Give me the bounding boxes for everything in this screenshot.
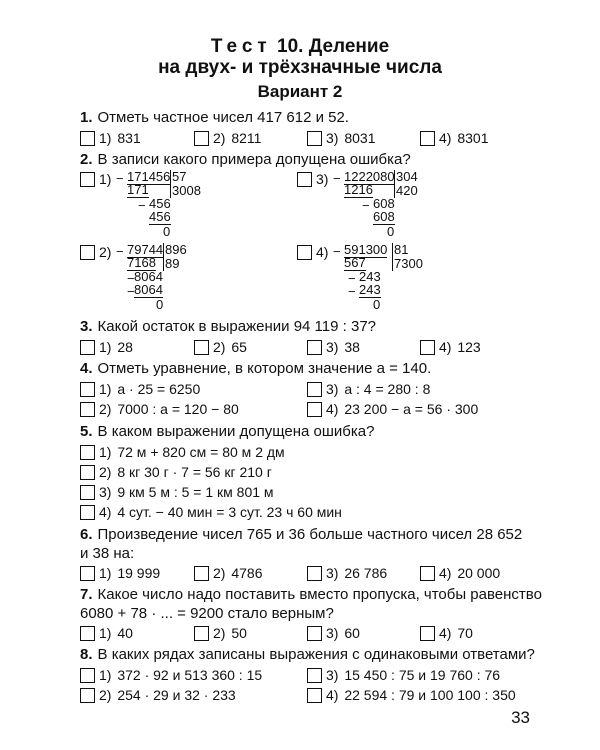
q2-option-1[interactable]: 1) <box>80 170 113 188</box>
checkbox[interactable] <box>80 566 95 581</box>
checkbox[interactable] <box>80 465 95 480</box>
q2-option-3[interactable]: 3) <box>297 170 330 188</box>
checkbox[interactable] <box>420 340 435 355</box>
checkbox[interactable] <box>80 172 95 187</box>
question-6-continued: и 38 на: <box>80 545 135 562</box>
q7-option-2[interactable]: 2) 50 <box>194 624 247 642</box>
q2-option-2[interactable]: 2) <box>80 243 113 261</box>
checkbox[interactable] <box>307 566 322 581</box>
q3-option-3[interactable]: 3) 38 <box>307 338 360 356</box>
checkbox[interactable] <box>194 340 209 355</box>
checkbox[interactable] <box>194 131 209 146</box>
question-2: 2. В записи какого примера допущена ошибка? <box>80 151 411 168</box>
q6-option-4[interactable]: 4) 20 000 <box>420 564 500 582</box>
question-7-continued: 6080 + 78 · ... = 9200 стало верным? <box>80 605 334 622</box>
checkbox[interactable] <box>420 131 435 146</box>
checkbox[interactable] <box>80 131 95 146</box>
q4-option-4[interactable]: 4) 23 200 − a = 56 · 300 <box>307 400 478 418</box>
checkbox[interactable] <box>307 402 322 417</box>
checkbox[interactable] <box>80 402 95 417</box>
question-4: 4. Отметь уравнение, в котором значение a = 140. <box>80 360 432 377</box>
q5-option-1[interactable]: 1) 72 м + 820 см = 80 м 2 дм <box>80 443 285 461</box>
checkbox[interactable] <box>307 340 322 355</box>
q5-option-2[interactable]: 2) 8 кг 30 г · 7 = 56 кг 210 г <box>80 463 272 481</box>
question-3: 3. Какой остаток в выражении 94 119 : 37? <box>80 318 376 335</box>
checkbox[interactable] <box>297 245 312 260</box>
test-subtitle: на двух- и трёхзначные числа <box>158 57 442 78</box>
checkbox[interactable] <box>420 626 435 641</box>
q4-option-1[interactable]: 1) a · 25 = 6250 <box>80 380 200 398</box>
checkbox[interactable] <box>307 382 322 397</box>
q3-option-1[interactable]: 1) 28 <box>80 338 133 356</box>
q7-option-1[interactable]: 1) 40 <box>80 624 133 642</box>
long-division-2: − 79744 896 7168 89 − 8064 − 8064 0 <box>116 242 187 312</box>
variant-label: Вариант 2 <box>257 82 343 101</box>
q7-option-3[interactable]: 3) 60 <box>307 624 360 642</box>
q5-option-3[interactable]: 3) 9 км 5 м : 5 = 1 км 801 м <box>80 483 274 501</box>
q1-option-4[interactable]: 4) 8301 <box>420 129 489 147</box>
checkbox[interactable] <box>420 566 435 581</box>
q8-option-4[interactable]: 4) 22 594 : 79 и 100 100 : 350 <box>307 686 516 704</box>
checkbox[interactable] <box>80 668 95 683</box>
question-6: 6. Произведение чисел 765 и 36 больше частного чисел 28 652 <box>80 526 523 543</box>
question-8: 8. В каких рядах записаны выражения с одинаковыми ответами? <box>80 646 535 663</box>
q8-option-1[interactable]: 1) 372 · 92 и 513 360 : 15 <box>80 666 262 684</box>
long-division-3: − 1222080 304 1216 420 − 608 608 0 <box>333 169 418 239</box>
checkbox[interactable] <box>80 688 95 703</box>
checkbox[interactable] <box>307 688 322 703</box>
question-7: 7. Какое число надо поставить вместо пропуска, чтобы равенство <box>80 586 542 603</box>
q6-option-3[interactable]: 3) 26 786 <box>307 564 387 582</box>
q4-option-2[interactable]: 2) 7000 : a = 120 − 80 <box>80 400 239 418</box>
checkbox[interactable] <box>80 505 95 520</box>
q8-option-3[interactable]: 3) 15 450 : 75 и 19 760 : 76 <box>307 666 500 684</box>
long-division-1: − 171456 57 171 3008 − 456 456 0 <box>116 169 201 239</box>
page-number: 33 <box>511 708 530 727</box>
checkbox[interactable] <box>80 340 95 355</box>
q6-option-2[interactable]: 2) 4786 <box>194 564 263 582</box>
checkbox[interactable] <box>194 566 209 581</box>
checkbox[interactable] <box>307 668 322 683</box>
q1-option-2[interactable]: 2) 8211 <box>194 129 261 147</box>
q7-option-4[interactable]: 4) 70 <box>420 624 473 642</box>
checkbox[interactable] <box>80 626 95 641</box>
q1-option-1[interactable]: 1) 831 <box>80 129 141 147</box>
question-1: 1. Отметь частное чисел 417 612 и 52. <box>80 109 349 126</box>
checkbox[interactable] <box>80 245 95 260</box>
checkbox[interactable] <box>307 626 322 641</box>
q4-option-3[interactable]: 3) a : 4 = 280 : 8 <box>307 380 430 398</box>
checkbox[interactable] <box>80 485 95 500</box>
q3-option-2[interactable]: 2) 65 <box>194 338 247 356</box>
q2-option-4[interactable]: 4) <box>297 243 330 261</box>
question-5: 5. В каком выражении допущена ошибка? <box>80 423 375 440</box>
test-number-title: 10. Деление <box>277 36 390 57</box>
checkbox[interactable] <box>80 382 95 397</box>
q6-option-1[interactable]: 1) 19 999 <box>80 564 160 582</box>
test-title <box>0 36 600 58</box>
checkbox[interactable] <box>80 445 95 460</box>
checkbox[interactable] <box>297 172 312 187</box>
q1-option-3[interactable]: 3) 8031 <box>307 129 376 147</box>
q8-option-2[interactable]: 2) 254 · 29 и 32 · 233 <box>80 686 236 704</box>
test-word: Тест <box>210 36 272 57</box>
q5-option-4[interactable]: 4) 4 сут. − 40 мин = 3 сут. 23 ч 60 мин <box>80 503 342 521</box>
q3-option-4[interactable]: 4) 123 <box>420 338 481 356</box>
checkbox[interactable] <box>194 626 209 641</box>
checkbox[interactable] <box>307 131 322 146</box>
long-division-4: − 591300 81 567 7300 − 243 − 243 0 <box>333 242 423 312</box>
